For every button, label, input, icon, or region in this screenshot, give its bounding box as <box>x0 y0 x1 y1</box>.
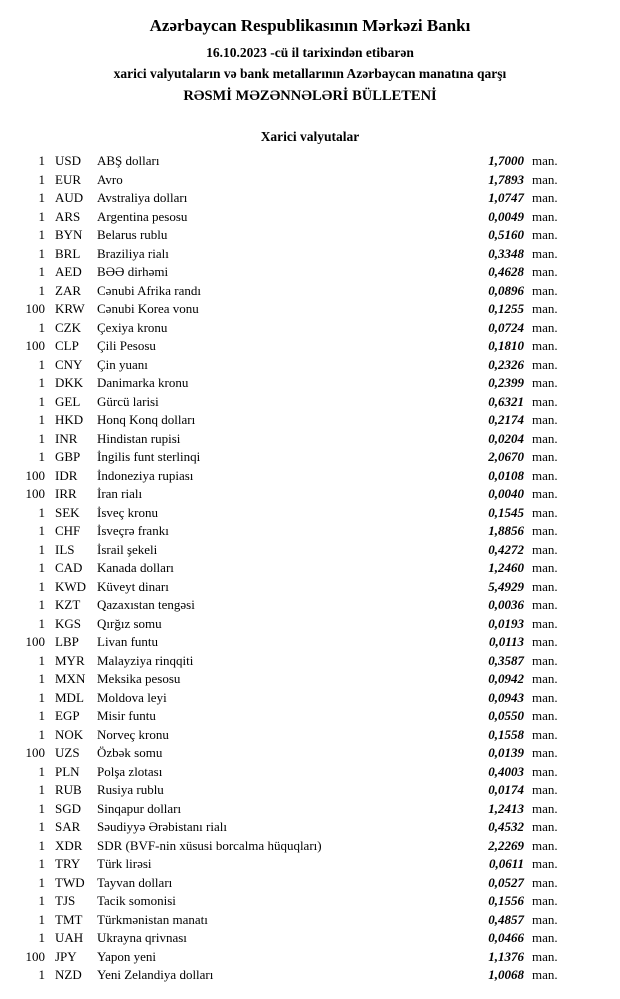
unit-label: man. <box>532 171 558 187</box>
currency-name: Moldova leyi <box>97 689 167 705</box>
section-title-foreign-currencies: Xarici valyutalar <box>260 129 360 144</box>
currency-code: ILS <box>55 541 75 557</box>
unit-label: man. <box>532 708 558 723</box>
rate-row <box>18 504 570 523</box>
unit-label: man. <box>532 264 558 279</box>
rate-row <box>18 578 570 597</box>
currency-code: SGD <box>55 800 82 816</box>
rate-value: 0,0466 <box>488 930 524 945</box>
subtitle-line: xarici valyutaların və bank metallarının Azərbaycan manatına qarşı <box>113 66 507 81</box>
rate-value: 0,3348 <box>488 245 524 261</box>
currency-quantity: 1 <box>38 430 45 446</box>
unit-label: man. <box>532 726 558 742</box>
currency-quantity: 1 <box>38 245 45 261</box>
currency-code: CAD <box>55 560 83 575</box>
currency-code: EGP <box>55 708 80 723</box>
rate-row <box>18 226 570 245</box>
unit-label: man. <box>532 856 558 871</box>
unit-label: man. <box>532 541 558 557</box>
rate-value: 0,0139 <box>488 745 524 760</box>
currency-name: Qazaxıstan tengəsi <box>97 597 195 612</box>
currency-quantity: 1 <box>38 282 45 298</box>
unit-label: man. <box>532 467 558 483</box>
unit-label: man. <box>532 393 558 409</box>
rate-value: 0,3587 <box>488 652 524 668</box>
currency-code: UZS <box>55 745 80 760</box>
unit-label: man. <box>532 930 558 945</box>
unit-label: man. <box>532 893 558 908</box>
currency-code: MXN <box>55 671 86 686</box>
rate-row <box>18 171 570 190</box>
currency-name: Yapon yeni <box>97 948 156 964</box>
currency-quantity: 1 <box>38 597 45 612</box>
rate-row <box>18 670 570 689</box>
rate-row <box>18 874 570 893</box>
currency-name: İsveçrə frankı <box>97 523 169 538</box>
currency-name: İran rialı <box>97 486 143 501</box>
currency-name: Özbək somu <box>97 745 163 760</box>
currency-name: Norveç kronu <box>97 726 169 742</box>
currency-code: TRY <box>55 856 81 871</box>
currency-name: Qırğız somu <box>97 615 162 631</box>
rate-value: 0,4003 <box>488 763 524 779</box>
rate-value: 0,0527 <box>488 874 524 890</box>
unit-label: man. <box>532 190 558 205</box>
currency-code: IRR <box>55 486 77 501</box>
currency-quantity: 1 <box>38 523 45 538</box>
rate-value: 0,4857 <box>488 911 524 927</box>
rate-value: 1,2413 <box>488 800 524 816</box>
rate-row <box>18 189 570 208</box>
currency-name: Polşa zlotası <box>97 763 163 779</box>
currency-code: NOK <box>55 726 84 742</box>
rate-row <box>18 522 570 541</box>
unit-label: man. <box>532 338 558 353</box>
currency-name: Cənubi Afrika randı <box>97 282 201 298</box>
rate-value: 0,1545 <box>488 504 524 520</box>
unit-label: man. <box>532 153 558 168</box>
rates-table <box>0 152 620 985</box>
currency-name: Sinqapur dolları <box>97 800 182 816</box>
unit-label: man. <box>532 208 558 224</box>
rate-value: 0,0036 <box>488 597 524 612</box>
currency-name: İngilis funt sterlinqi <box>97 449 201 464</box>
rate-row <box>18 781 570 800</box>
currency-code: KWD <box>55 578 87 594</box>
currency-code: XDR <box>55 837 83 853</box>
rate-row <box>18 689 570 708</box>
rate-row <box>18 374 570 393</box>
currency-name: Cənubi Korea vonu <box>97 301 199 316</box>
currency-name: Səudiyyə Ərəbistanı rialı <box>97 819 227 834</box>
currency-code: KZT <box>55 597 81 612</box>
currency-code: BYN <box>55 227 83 242</box>
currency-code: EUR <box>55 171 81 187</box>
currency-name: SDR (BVF-nin xüsusi borcalma hüquqları) <box>97 837 322 853</box>
currency-quantity: 1 <box>38 782 45 797</box>
currency-quantity: 100 <box>25 301 45 316</box>
rate-row <box>18 485 570 504</box>
currency-code: IDR <box>55 467 78 483</box>
currency-name: Çin yuanı <box>97 356 148 372</box>
rate-row <box>18 929 570 948</box>
rate-row <box>18 245 570 264</box>
rate-value: 0,2399 <box>488 375 524 390</box>
currency-code: MYR <box>55 652 85 668</box>
currency-code: NZD <box>55 967 82 982</box>
currency-name: Malayziya rinqqiti <box>97 652 194 668</box>
currency-code: TMT <box>55 911 83 927</box>
currency-quantity: 1 <box>38 708 45 723</box>
rate-row <box>18 892 570 911</box>
rate-row <box>18 615 570 634</box>
unit-label: man. <box>532 800 558 816</box>
currency-name: Ukrayna qrivnası <box>97 930 187 945</box>
unit-label: man. <box>532 523 558 538</box>
unit-label: man. <box>532 671 558 686</box>
unit-label: man. <box>532 449 558 464</box>
currency-code: GEL <box>55 393 81 409</box>
rate-value: 0,1255 <box>488 301 524 316</box>
rate-row <box>18 744 570 763</box>
currency-quantity: 100 <box>25 634 45 649</box>
unit-label: man. <box>532 874 558 890</box>
unit-label: man. <box>532 837 558 853</box>
currency-quantity: 1 <box>38 356 45 372</box>
rate-value: 2,2269 <box>488 837 524 853</box>
currency-name: İsveç kronu <box>97 504 159 520</box>
currency-quantity: 1 <box>38 504 45 520</box>
currency-code: CHF <box>55 523 81 538</box>
unit-label: man. <box>532 615 558 631</box>
unit-label: man. <box>532 504 558 520</box>
currency-code: AUD <box>55 190 84 205</box>
unit-label: man. <box>532 412 558 427</box>
rate-value: 0,2326 <box>488 356 524 372</box>
unit-label: man. <box>532 597 558 612</box>
currency-code: SAR <box>55 819 81 834</box>
currency-quantity: 100 <box>25 948 45 964</box>
rate-row <box>18 633 570 652</box>
unit-label: man. <box>532 245 558 261</box>
currency-name: İndoneziya rupiası <box>97 467 194 483</box>
unit-label: man. <box>532 689 558 705</box>
currency-code: DKK <box>55 375 84 390</box>
unit-label: man. <box>532 819 558 834</box>
currency-code: HKD <box>55 412 84 427</box>
currency-code: MDL <box>55 689 84 705</box>
rate-value: 0,4532 <box>488 819 524 834</box>
currency-name: İsrail şekeli <box>97 541 158 557</box>
currency-quantity: 1 <box>38 967 45 982</box>
currency-quantity: 1 <box>38 578 45 594</box>
rate-value: 0,4272 <box>488 541 524 557</box>
currency-quantity: 100 <box>25 745 45 760</box>
rate-value: 0,2174 <box>488 412 524 427</box>
unit-label: man. <box>532 486 558 501</box>
currency-quantity: 1 <box>38 874 45 890</box>
unit-label: man. <box>532 763 558 779</box>
currency-code: ARS <box>55 208 81 224</box>
rate-value: 5,4929 <box>488 578 524 594</box>
rate-row <box>18 282 570 301</box>
currency-quantity: 1 <box>38 911 45 927</box>
rate-row <box>18 948 570 967</box>
unit-label: man. <box>532 375 558 390</box>
rate-value: 0,1556 <box>488 893 524 908</box>
rate-row <box>18 652 570 671</box>
currency-quantity: 1 <box>38 208 45 224</box>
rate-value: 0,0113 <box>488 634 524 649</box>
rate-value: 0,0040 <box>488 486 524 501</box>
unit-label: man. <box>532 227 558 242</box>
currency-name: Küveyt dinarı <box>97 578 169 594</box>
currency-quantity: 1 <box>38 652 45 668</box>
rate-row <box>18 411 570 430</box>
rate-value: 0,5160 <box>488 227 524 242</box>
currency-name: Livan funtu <box>97 634 159 649</box>
currency-code: LBP <box>55 634 79 649</box>
currency-name: Gürcü larisi <box>97 393 159 409</box>
unit-label: man. <box>532 652 558 668</box>
currency-code: INR <box>55 430 78 446</box>
currency-code: GBP <box>55 449 81 464</box>
currency-name: Türkmənistan manatı <box>97 911 208 927</box>
rate-row <box>18 763 570 782</box>
currency-name: Rusiya rublu <box>97 782 164 797</box>
currency-quantity: 1 <box>38 171 45 187</box>
currency-quantity: 1 <box>38 264 45 279</box>
rate-value: 0,0174 <box>488 782 524 797</box>
currency-name: Meksika pesosu <box>97 671 181 686</box>
currency-quantity: 1 <box>38 856 45 871</box>
currency-name: Danimarka kronu <box>97 375 189 390</box>
bulletin-title: RƏSMİ MƏZƏNNƏLƏRİ BÜLLETENİ <box>183 88 437 104</box>
rate-row <box>18 319 570 338</box>
currency-name: Tayvan dolları <box>97 874 173 890</box>
currency-quantity: 1 <box>38 227 45 242</box>
currency-name: Belarus rublu <box>97 227 168 242</box>
currency-name: Hindistan rupisi <box>97 430 181 446</box>
currency-code: JPY <box>55 948 77 964</box>
unit-label: man. <box>532 967 558 982</box>
currency-code: PLN <box>55 763 80 779</box>
currency-name: Çexiya kronu <box>97 319 168 335</box>
currency-quantity: 1 <box>38 393 45 409</box>
currency-name: BƏƏ dirhəmi <box>97 264 169 279</box>
currency-quantity: 1 <box>38 726 45 742</box>
currency-quantity: 100 <box>25 338 45 353</box>
rate-value: 1,8856 <box>488 523 524 538</box>
unit-label: man. <box>532 578 558 594</box>
currency-quantity: 1 <box>38 190 45 205</box>
rate-value: 0,6321 <box>488 393 524 409</box>
currency-code: ZAR <box>55 282 81 298</box>
rate-value: 0,1558 <box>488 726 524 742</box>
currency-quantity: 1 <box>38 560 45 575</box>
currency-name: Avstraliya dolları <box>97 190 188 205</box>
unit-label: man. <box>532 301 558 316</box>
rate-row <box>18 356 570 375</box>
currency-code: CLP <box>55 338 79 353</box>
currency-quantity: 1 <box>38 763 45 779</box>
currency-code: KGS <box>55 615 82 631</box>
rate-value: 0,0942 <box>488 671 524 686</box>
rate-row <box>18 300 570 319</box>
rate-row <box>18 855 570 874</box>
rate-value: 1,7000 <box>488 153 524 168</box>
rate-row <box>18 596 570 615</box>
currency-name: Kanada dolları <box>97 560 174 575</box>
currency-quantity: 1 <box>38 800 45 816</box>
rate-value: 0,1810 <box>488 338 524 353</box>
rate-value: 1,2460 <box>488 560 524 575</box>
unit-label: man. <box>532 745 558 760</box>
unit-label: man. <box>532 282 558 298</box>
rate-row <box>18 541 570 560</box>
rate-row <box>18 152 570 171</box>
currency-name: Çili Pesosu <box>97 338 156 353</box>
currency-name: Türk lirəsi <box>97 856 152 871</box>
rate-row <box>18 393 570 412</box>
rate-row <box>18 208 570 227</box>
rate-value: 0,0724 <box>488 319 524 335</box>
rate-row <box>18 800 570 819</box>
rate-row <box>18 263 570 282</box>
unit-label: man. <box>532 319 558 335</box>
unit-label: man. <box>532 634 558 649</box>
rate-value: 1,0747 <box>488 190 524 205</box>
rate-row <box>18 337 570 356</box>
currency-code: AED <box>55 264 82 279</box>
currency-quantity: 100 <box>25 467 45 483</box>
currency-code: UAH <box>55 930 84 945</box>
currency-quantity: 1 <box>38 412 45 427</box>
currency-quantity: 1 <box>38 319 45 335</box>
unit-label: man. <box>532 356 558 372</box>
rate-row <box>18 430 570 449</box>
date-line: 16.10.2023 -cü il tarixindən etibarən <box>206 45 414 60</box>
rate-value: 2,0670 <box>488 449 524 464</box>
rate-row <box>18 818 570 837</box>
rate-value: 0,0049 <box>488 208 524 224</box>
currency-quantity: 1 <box>38 837 45 853</box>
currency-quantity: 1 <box>38 893 45 908</box>
currency-quantity: 1 <box>38 541 45 557</box>
rate-value: 0,4628 <box>488 264 524 279</box>
currency-quantity: 1 <box>38 819 45 834</box>
rate-row <box>18 837 570 856</box>
currency-code: CNY <box>55 356 83 372</box>
currency-quantity: 1 <box>38 671 45 686</box>
rate-row <box>18 911 570 930</box>
unit-label: man. <box>532 560 558 575</box>
currency-quantity: 1 <box>38 153 45 168</box>
unit-label: man. <box>532 948 558 964</box>
rate-value: 0,0193 <box>488 615 524 631</box>
currency-quantity: 1 <box>38 689 45 705</box>
rate-row <box>18 707 570 726</box>
currency-code: TJS <box>55 893 76 908</box>
unit-label: man. <box>532 430 558 446</box>
rate-row <box>18 559 570 578</box>
rate-value: 0,0943 <box>488 689 524 705</box>
currency-name: Tacik somonisi <box>97 893 176 908</box>
currency-name: Yeni Zelandiya dolları <box>97 967 214 982</box>
rate-value: 1,0068 <box>488 967 524 982</box>
currency-name: Honq Konq dolları <box>97 412 196 427</box>
rate-value: 0,0204 <box>488 430 524 446</box>
rate-row <box>18 966 570 985</box>
currency-name: Misir funtu <box>97 708 156 723</box>
rate-row <box>18 467 570 486</box>
currency-code: BRL <box>55 245 81 261</box>
rate-value: 0,0108 <box>488 467 524 483</box>
currency-quantity: 100 <box>25 486 45 501</box>
currency-code: SEK <box>55 504 80 520</box>
currency-name: ABŞ dolları <box>97 153 160 168</box>
rate-value: 1,7893 <box>488 171 524 187</box>
currency-code: KRW <box>55 301 85 316</box>
currency-code: CZK <box>55 319 81 335</box>
currency-quantity: 1 <box>38 449 45 464</box>
currency-code: USD <box>55 153 82 168</box>
currency-code: RUB <box>55 782 82 797</box>
currency-quantity: 1 <box>38 615 45 631</box>
unit-label: man. <box>532 782 558 797</box>
unit-label: man. <box>532 911 558 927</box>
currency-name: Braziliya rialı <box>97 245 169 261</box>
currency-quantity: 1 <box>38 930 45 945</box>
rate-value: 0,0896 <box>488 282 524 298</box>
currency-name: Argentina pesosu <box>97 208 188 224</box>
rate-row <box>18 726 570 745</box>
currency-quantity: 1 <box>38 375 45 390</box>
rate-value: 0,0550 <box>488 708 524 723</box>
bank-title: Azərbaycan Respublikasının Mərkəzi Bankı <box>149 16 471 35</box>
rate-row <box>18 448 570 467</box>
rate-value: 0,0611 <box>488 856 524 871</box>
rate-value: 1,1376 <box>488 948 524 964</box>
currency-name: Avro <box>97 171 123 187</box>
currency-code: TWD <box>55 874 85 890</box>
